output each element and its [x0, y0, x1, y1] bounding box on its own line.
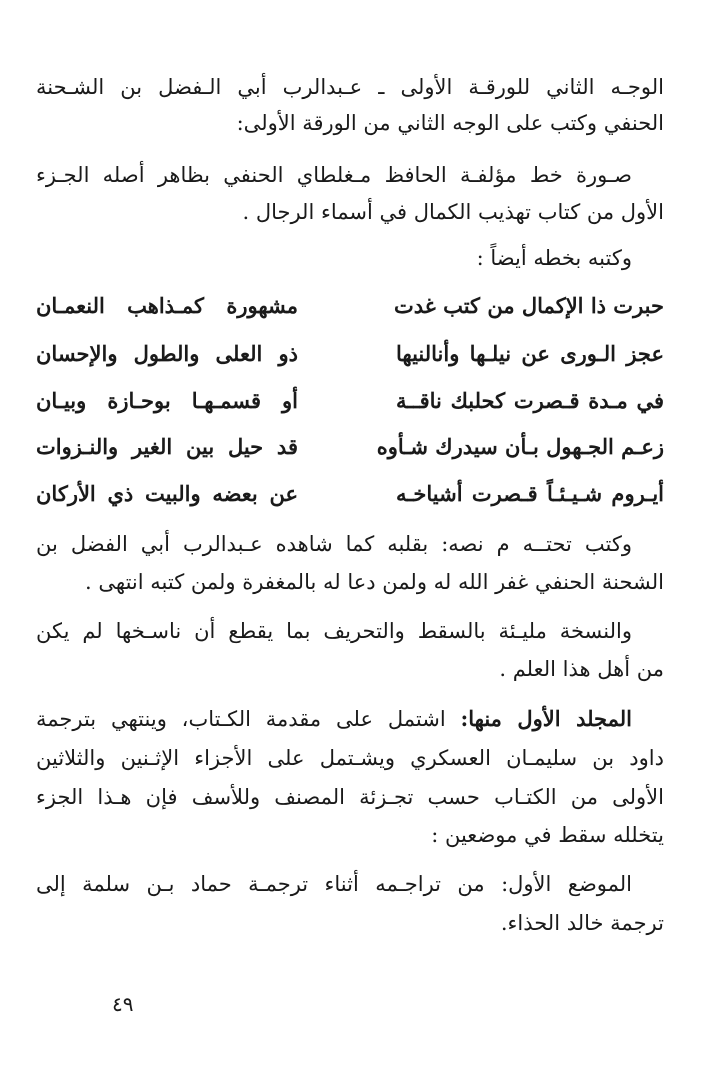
- verse-hemistich-first: عجز الـورى عن نيلـها وأنالنيها: [396, 341, 664, 366]
- verse-hemistich-second: مشهورة كمـذاهب النعمـان: [36, 293, 298, 318]
- para1-line-2: الأول من كتاب تهذيب الكمال في أسماء الرجال .: [242, 200, 664, 224]
- para5-line-4: يتخلله سقط في موضعين :: [431, 823, 664, 847]
- header-line-1: الوجـه الثاني للورقـة الأولى ـ عـبدالرب أبي الـفضل بن الشـحنة: [36, 75, 664, 99]
- para6-line-1: الموضع الأول: من تراجـمه أثناء ترجمـة حماد بـن سلمة إلى: [36, 872, 632, 896]
- page-number: ٤٩: [112, 992, 134, 1016]
- para5-line-2: داود بن سليمـان العسكري ويشـتمل على الأجزاء الإثـنين والثلاثين: [36, 746, 664, 770]
- para2-line: وكتبه بخطه أيضاً :: [476, 246, 632, 270]
- para1-line-1: صـورة خط مؤلفـة الحافظ مـغلطاي الحنفي بظاهر أصله الجـزء: [36, 163, 632, 187]
- verse-row: [36, 336, 664, 372]
- para5-line-1: [36, 702, 664, 736]
- verse-row: [36, 476, 664, 512]
- header-line-2: الحنفي وكتب على الوجه الثاني من الورقة الأولى:: [236, 111, 664, 135]
- verse-hemistich-first: في مـدة قـصرت كحلبك ناقــة: [396, 388, 664, 413]
- para3-line-2: الشحنة الحنفي غفر الله له ولمن دعا له بالمغفرة ولمن كتبه انتهى .: [85, 570, 664, 594]
- para3-line-1: وكتب تحتــه م نصه: بقلبه كما شاهده عـبدالرب أبي الفضل بن: [36, 532, 632, 556]
- verse-hemistich-first: زعـم الجـهول بـأن سيدرك شـأوه: [376, 434, 664, 459]
- verse-row: [36, 429, 664, 465]
- para4-line-2: من أهل هذا العلم .: [499, 657, 664, 681]
- verse-hemistich-first: حبرت ذا الإكمال من كتب غدت: [394, 293, 664, 318]
- verse-row: [36, 288, 664, 324]
- para6-line-2: ترجمة خالد الحذاء.: [500, 911, 664, 935]
- verse-row: [36, 383, 664, 419]
- verse-hemistich-second: عن بعضه والبيت ذي الأركان: [36, 481, 298, 506]
- para4-line-1: والنسخة مليـئة بالسقط والتحريف بما يقطع أن ناسـخها لم يكن: [36, 619, 632, 643]
- para5-line-1-rest: اشتمل على مقدمة الكـتاب، وينتهي بترجمة: [36, 707, 446, 731]
- para5-line-3: الأولى من الكتـاب حسب تجـزئة المصنف وللأسف فإن هـذا الجزء: [36, 785, 664, 809]
- verse-hemistich-second: قد حيل بين الغير والنـزوات: [36, 434, 298, 459]
- verse-hemistich-second: ذو العلى والطول والإحسان: [36, 341, 298, 366]
- verse-hemistich-first: أيـروم شـيـئـاً قـصرت أشياخـه: [396, 481, 664, 506]
- para5-lead: المجلد الأول منها:: [460, 706, 632, 731]
- verse-hemistich-second: أو قسمـهـا بوحـازة وبيـان: [36, 388, 298, 413]
